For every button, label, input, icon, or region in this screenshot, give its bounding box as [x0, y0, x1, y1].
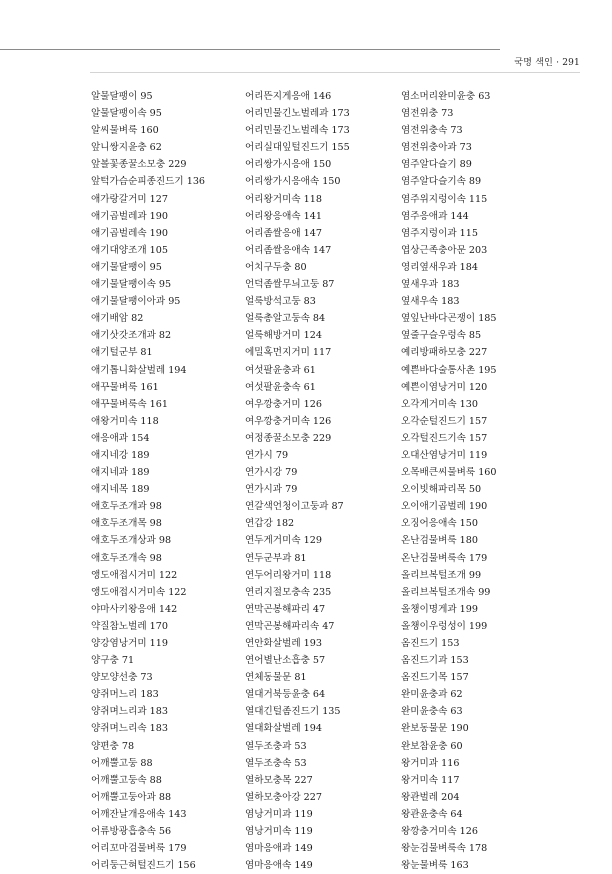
index-entry: 애기곱벌레속 190 [91, 227, 168, 239]
index-entry: 옆새우과 183 [401, 279, 460, 291]
index-entry: 어리왕응애속 141 [245, 210, 322, 222]
index-entry: 여우깡충거미 126 [245, 398, 322, 410]
index-entry: 어리쌍가시응애속 150 [245, 176, 341, 188]
index-entry: 연안화살벌레 193 [245, 638, 322, 649]
index-entry: 오각게거미속 130 [401, 398, 478, 410]
index-entry: 연막곤봉해파리 47 [245, 603, 326, 615]
index-column-3 [401, 88, 497, 874]
index-entry: 애가랑갈거미 127 [91, 193, 168, 205]
index-entry: 어리민물긴노벌레과 173 [245, 108, 350, 120]
index-entry: 양쥐머느리 183 [91, 689, 159, 701]
index-entry: 예리방패하모충 227 [401, 347, 488, 359]
index-entry: 알물달팽이 95 [91, 91, 153, 102]
index-entry: 어치구두충 80 [245, 261, 307, 273]
index-entry: 애기톱니화살벌레 194 [91, 364, 187, 376]
index-entry: 염전위충 73 [401, 108, 454, 120]
index-entry: 옴진드기목 157 [401, 672, 469, 684]
index-entry: 어리쌍가시응애 150 [245, 159, 332, 171]
index-entry: 왕관벌레 204 [401, 791, 460, 803]
index-entry: 올리브복털조개속 99 [401, 586, 491, 598]
index-entry: 옴진드기 153 [401, 638, 460, 649]
index-entry: 염주응애과 144 [401, 210, 469, 222]
index-entry: 완미윤충속 63 [401, 706, 463, 718]
index-entry: 얼룩해방거미 124 [245, 330, 322, 342]
index-entry: 열대화살벌레 194 [245, 723, 322, 735]
index-entry: 열하모충목 227 [245, 774, 313, 786]
index-entry: 어리뜬지게응애 146 [245, 91, 332, 102]
index-entry: 양쥐며느리속 183 [91, 723, 168, 735]
index-entry: 연리지절모충속 235 [245, 586, 332, 598]
index-entry: 어리꼬마검물벼룩 179 [91, 843, 187, 855]
index-entry: 염낭거미과 119 [245, 808, 313, 820]
index-entry: 왕거미속 117 [401, 774, 460, 786]
index-entry: 어리왕거미속 118 [245, 193, 322, 205]
index-entry: 애꾸물벼룩속 161 [91, 398, 168, 410]
index-entry: 애기털군부 81 [91, 347, 153, 359]
index-entry: 애왕거미속 118 [91, 415, 159, 427]
index-entry: 염전위충속 73 [401, 125, 463, 137]
index-entry: 애호두조개속 98 [91, 552, 162, 564]
index-entry: 애지네강 189 [91, 449, 150, 461]
index-entry: 올챙이명게과 199 [401, 603, 478, 615]
index-entry: 앞니쌍지윤충 62 [91, 142, 162, 154]
index-entry: 완보참윤충 60 [401, 740, 463, 752]
index-entry: 앞턱가슴순피종진드기 136 [91, 176, 206, 188]
index-entry: 야마사키왕응애 142 [91, 603, 178, 615]
index-entry: 앵도애접시거미 122 [91, 569, 178, 581]
index-entry: 염낭거미속 119 [245, 826, 313, 838]
index-entry: 애호두조개목 98 [91, 518, 162, 530]
index-entry: 앵도애접시거미속 122 [91, 586, 187, 598]
index-entry: 엽상근족충아문 203 [401, 244, 488, 256]
index-entry: 얼룩총알고둥속 84 [245, 313, 326, 325]
index-entry: 오각털진드기속 157 [401, 432, 488, 444]
index-entry: 어리민물긴노벌레속 173 [245, 125, 350, 137]
index-entry: 에밀혹먼지거미 117 [245, 347, 332, 359]
index-entry: 염주위지렁이속 115 [401, 193, 488, 205]
index-entry: 어깨뿔고둥속 88 [91, 774, 162, 786]
index-entry: 오목배큰씨물벼룩 160 [401, 467, 497, 479]
index-entry: 어리좀쌀응애 147 [245, 227, 322, 239]
index-column-2 [245, 88, 350, 874]
index-entry: 염마응애속 149 [245, 860, 313, 872]
index-entry: 애기물달팽이속 95 [91, 279, 172, 291]
index-entry: 옆새우속 183 [401, 296, 460, 308]
index-entry: 언덕좀쌀무늬고둥 87 [245, 279, 335, 291]
index-entry: 염주알다슬기 89 [401, 159, 472, 171]
index-entry: 옴진드기과 153 [401, 655, 469, 667]
index-entry: 어깨뿔고둥 88 [91, 757, 153, 769]
index-entry: 열두조충과 53 [245, 740, 307, 752]
index-entry: 연가시 79 [245, 449, 289, 461]
header-rule [90, 72, 580, 73]
index-column-1 [91, 88, 205, 874]
index-entry: 염전위충아과 73 [401, 142, 472, 154]
running-header: 국명 색인 · 291 [514, 58, 580, 68]
index-entry: 어깨뿔고둥아과 88 [91, 791, 172, 803]
index-entry: 염마응애과 149 [245, 843, 313, 855]
index-entry: 오각순털진드기 157 [401, 415, 488, 427]
index-entry: 어리좀쌀응애속 147 [245, 244, 332, 256]
index-entry: 왕관윤충속 64 [401, 808, 463, 820]
index-entry: 연갈색언청이고둥과 87 [245, 501, 344, 513]
index-entry: 연두어리왕거미 118 [245, 569, 332, 581]
index-entry: 연가시과 79 [245, 484, 298, 496]
index-entry: 오이빗해파리목 50 [401, 484, 482, 496]
index-entry: 애기물달팽이 95 [91, 261, 162, 273]
index-entry: 연갑강 182 [245, 518, 295, 530]
index-entry: 애기대양조개 105 [91, 244, 168, 256]
index-entry: 얼룩방석고둥 83 [245, 296, 316, 308]
index-entry: 약질참노벌레 170 [91, 620, 168, 632]
index-entry: 염주지렁이과 115 [401, 227, 478, 239]
index-entry: 왕깡충거미속 126 [401, 826, 478, 838]
index-entry: 어리둥근혀털진드기 156 [91, 860, 196, 872]
index-entry: 올리브복털조개 99 [401, 569, 482, 581]
index-entry: 양편충 78 [91, 740, 135, 752]
index-entry: 애응애과 154 [91, 432, 150, 444]
index-entry: 연가시강 79 [245, 467, 298, 479]
index-entry: 양구충 71 [91, 655, 135, 667]
index-entry: 왕눈물벼룩 163 [401, 860, 469, 872]
index-entry: 어류방광흡충속 56 [91, 826, 172, 838]
index-entry: 온난검물벼룩속 179 [401, 552, 488, 564]
index-entry: 염소머리완미윤충 63 [401, 91, 491, 102]
index-entry: 연두군부과 81 [245, 552, 307, 564]
index-entry: 애기곱벌레과 190 [91, 210, 168, 222]
header-bar [0, 49, 500, 50]
index-entry: 양쥐며느리과 183 [91, 706, 168, 718]
index-entry: 애기배암 82 [91, 313, 144, 325]
index-entry: 온난검물벼룩 180 [401, 535, 478, 547]
index-entry: 염주알다슬기속 89 [401, 176, 482, 188]
index-entry: 애지네과 189 [91, 467, 150, 479]
index-entry: 여섯팔윤충속 61 [245, 381, 316, 393]
index-entry: 연막곤봉해파리속 47 [245, 620, 335, 632]
index-entry: 양모양선충 73 [91, 672, 153, 684]
index-entry: 어깨잔날개응애속 143 [91, 808, 187, 820]
index-entry: 영리옆새우과 184 [401, 261, 478, 273]
index-entry: 예쁜바다술통사촌 195 [401, 364, 497, 376]
index-entry: 열하모충아강 227 [245, 791, 322, 803]
index-entry: 연체동물문 81 [245, 672, 307, 684]
index-entry: 앞볼꽃종꿀소모충 229 [91, 159, 187, 171]
index-entry: 알물달팽이속 95 [91, 108, 162, 120]
index-entry: 알씨물벼룩 160 [91, 125, 159, 137]
index-entry: 애꾸물벼룩 161 [91, 381, 159, 393]
index-entry: 완미윤충과 62 [401, 689, 463, 701]
index-entry: 완보동물문 190 [401, 723, 469, 735]
index-entry: 여섯팔윤충과 61 [245, 364, 316, 376]
index-entry: 애호두조개과 98 [91, 501, 162, 513]
index-entry: 양강염낭거미 119 [91, 638, 168, 649]
index-entry: 열두조충속 53 [245, 757, 307, 769]
index-entry: 오이애기곱벌레 190 [401, 501, 488, 513]
index-entry: 연두게거미속 129 [245, 535, 322, 547]
index-entry: 옆잎난바다곤쟁이 185 [401, 313, 497, 325]
index-entry: 왕눈검물벼룩속 178 [401, 843, 488, 855]
index-entry: 여정종꿀소모충 229 [245, 432, 332, 444]
index-entry: 오징어응애속 150 [401, 518, 478, 530]
index-entry: 예쁜이염낭거미 120 [401, 381, 488, 393]
index-entry: 올챙이우렁성이 199 [401, 620, 488, 632]
index-entry: 어리실대잎털진드기 155 [245, 142, 350, 154]
index-entry: 애기삿갓조개과 82 [91, 330, 172, 342]
index-entry: 오대산염낭거미 119 [401, 449, 488, 461]
index-entry: 옆줄구슬우렁속 85 [401, 330, 482, 342]
index-entry: 애호두조개상과 98 [91, 535, 172, 547]
index-entry: 연어별난소흡충 57 [245, 655, 326, 667]
index-entry: 여우깡충거미속 126 [245, 415, 332, 427]
index-entry: 애기물달팽이아과 95 [91, 296, 181, 308]
index-entry: 열대긴털좀진드기 135 [245, 706, 341, 718]
index-entry: 애지네목 189 [91, 484, 150, 496]
index-entry: 왕거미과 116 [401, 757, 460, 769]
index-entry: 열대거북등윤충 64 [245, 689, 326, 701]
